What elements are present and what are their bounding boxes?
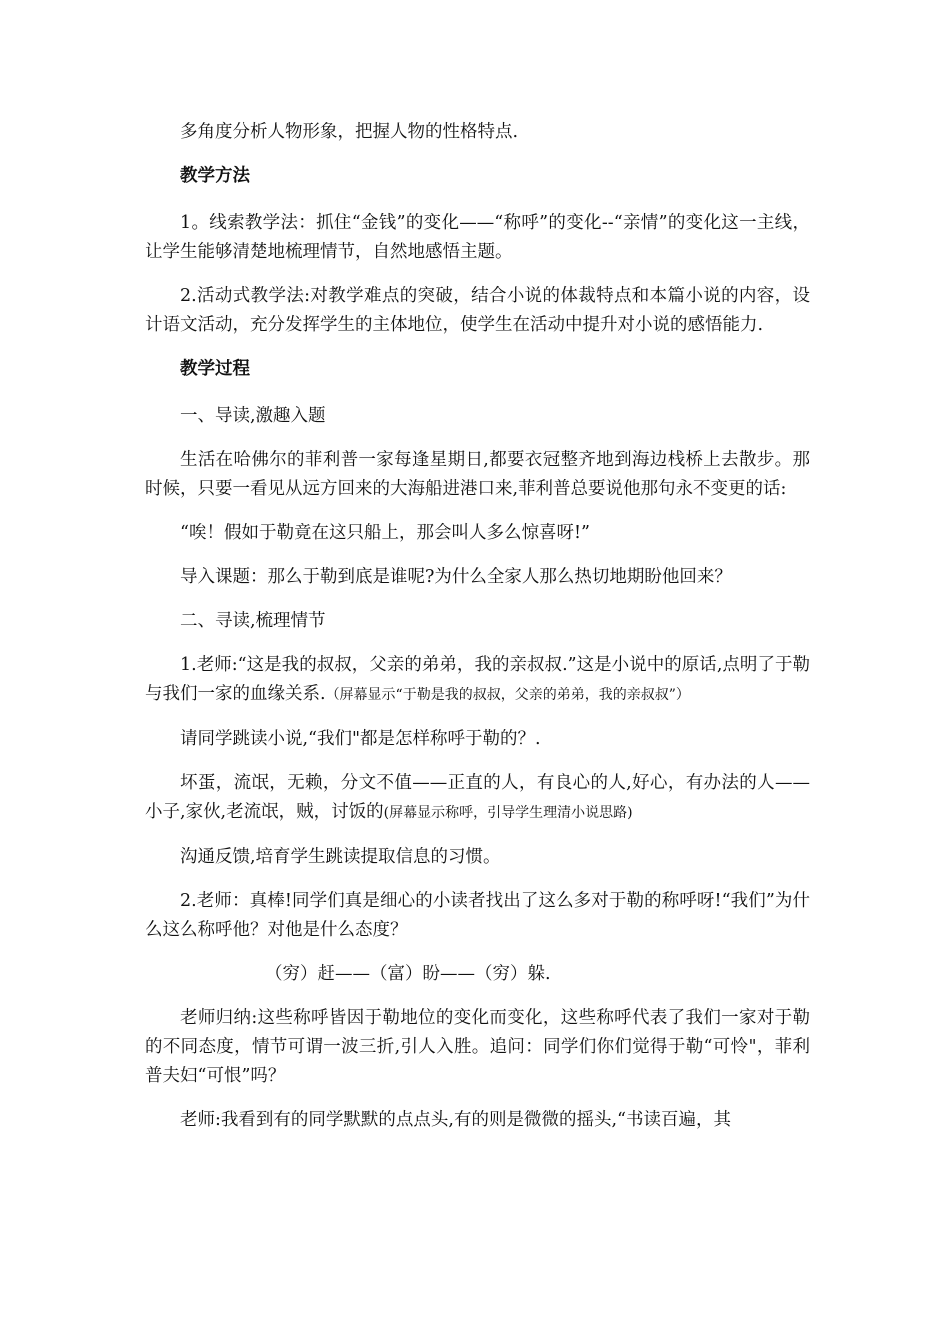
section-2-title: 二、寻读,梳理情节 <box>180 611 326 631</box>
section-2-paragraph-1 <box>145 651 810 710</box>
heading-teaching-process: 教学过程 <box>180 359 250 379</box>
section-1-paragraph-1: 生活在哈佛尔的菲利普一家每逢星期日,都要衣冠整齐地到海边栈桥上去散步。那时候，只要一看见从远方回来的大海船进港口来,菲利普总要说他那句永不变更的话: <box>145 450 810 499</box>
section-2-paragraph-3-note: (屏幕显示称呼，引导学生理清小说思路) <box>383 805 633 821</box>
section-2-paragraph-1-main: 1.老师:“这是我的叔叔，父亲的弟弟，我的亲叔叔.”这是小说中的原话,点明了于勒与我们一家的血缘关系. <box>145 655 810 704</box>
section-2-paragraph-2: 请同学跳读小说,“我们"都是怎样称呼于勒的？. <box>180 729 541 749</box>
section-2-paragraph-3-main: 坏蛋，流氓，无赖，分文不值——正直的人，有良心的人,好心，有办法的人——小子,家伙,老流氓，贼，讨饭的 <box>145 773 810 822</box>
heading-teaching-methods: 教学方法 <box>180 166 250 186</box>
document-page <box>145 118 810 1150</box>
section-2-paragraph-7: 老师归纳:这些称呼皆因于勒地位的变化而变化，这些称呼代表了我们一家对于勒的不同态度，情节可谓一波三折,引人入胜。追问：同学们你们觉得于勒“可怜"，菲利普夫妇“可恨”吗？ <box>145 1008 810 1086</box>
section-2-paragraph-5: 2.老师：真棒!同学们真是细心的小读者找出了这么多对于勒的称呼呀!“我们”为什么这么称呼他？对他是什么态度？ <box>145 891 810 940</box>
section-2-paragraph-1-note: （屏幕显示“于勒是我的叔叔，父亲的弟弟，我的亲叔叔”） <box>325 687 690 703</box>
section-1-quote: “唉！假如于勒竟在这只船上，那会叫人多么惊喜呀!” <box>180 523 590 543</box>
section-2-paragraph-8: 老师:我看到有的同学默默的点点头,有的则是微微的摇头,“书读百遍，其 <box>180 1110 731 1130</box>
method-2-paragraph: 2.活动式教学法:对教学难点的突破，结合小说的体裁特点和本篇小说的内容，设计语文活动，充分发挥学生的主体地位，使学生在活动中提升对小说的感悟能力. <box>145 286 810 335</box>
section-2-paragraph-4: 沟通反馈,培育学生跳读提取信息的习惯。 <box>180 847 501 867</box>
section-1-paragraph-3: 导入课题：那么于勒到底是谁呢?为什么全家人那么热切地期盼他回来？ <box>180 567 732 587</box>
section-2-paragraph-3 <box>145 769 810 828</box>
objective-text: 多角度分析人物形象，把握人物的性格特点. <box>180 122 519 142</box>
attitude-summary-line: （穷）赶——（富）盼——（穷）躲. <box>265 964 551 984</box>
section-1-title: 一、导读,激趣入题 <box>180 406 326 426</box>
method-1-paragraph: 1。线索教学法：抓住“金钱”的变化——“称呼”的变化--“亲情”的变化这一主线，让学生能够清楚地梳理情节，自然地感悟主题。 <box>145 213 810 262</box>
